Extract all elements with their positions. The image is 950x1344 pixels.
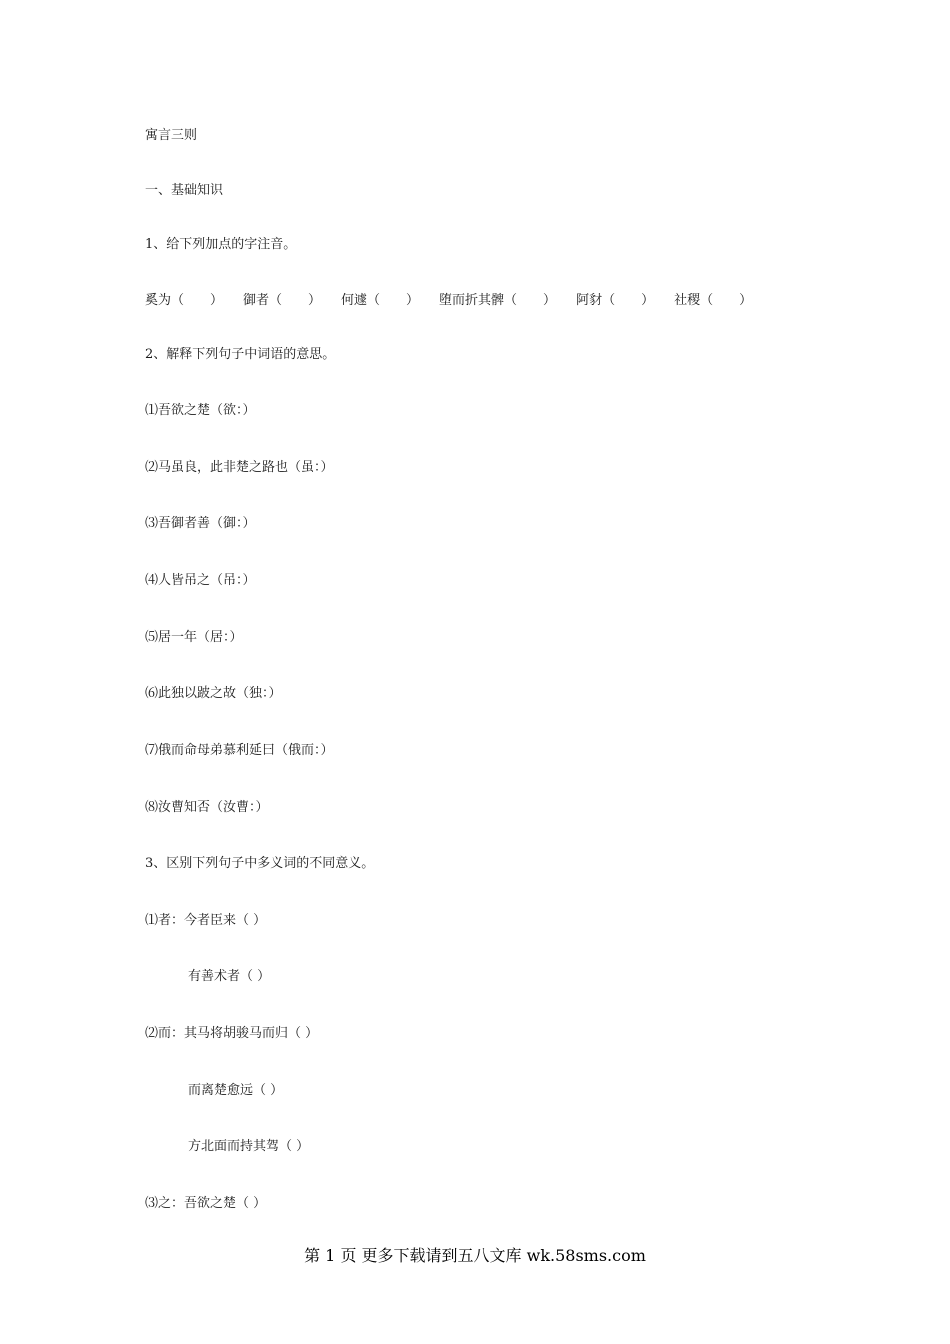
- pinyin-item: 何遽（ ）: [341, 293, 420, 308]
- section-heading-basics: 一、基础知识: [145, 183, 224, 198]
- question-3-line: ⑴者：今者臣来（ ）: [145, 913, 267, 928]
- question-3-line: 有善术者（ ）: [188, 969, 271, 984]
- pinyin-items-row: [145, 292, 772, 310]
- document-title: 寓言三则: [145, 128, 198, 143]
- question-2-item: ⑷人皆吊之（吊：）: [145, 573, 256, 588]
- question-3-line: 方北面而持其驾（ ）: [188, 1139, 310, 1154]
- question-2-item: ⑴吾欲之楚（欲：）: [145, 403, 256, 418]
- question-3-line: ⑵而：其马将胡骏马而归（ ）: [145, 1026, 319, 1041]
- question-2-item: ⑹此独以跛之故（独：）: [145, 686, 282, 701]
- question-2-item: ⑻汝曹知否（汝曹：）: [145, 800, 269, 815]
- page-footer: 第 1 页 更多下载请到五八文库 wk.58sms.com: [304, 1246, 646, 1265]
- question-3-line: 而离楚愈远（ ）: [188, 1083, 284, 1098]
- pinyin-item: 奚为（ ）: [145, 293, 224, 308]
- question-3-heading: 3、区别下列句子中多义词的不同意义。: [145, 856, 375, 871]
- pinyin-item: 堕而折其髀（ ）: [439, 293, 557, 308]
- question-2-item: ⑸居一年（居：）: [145, 630, 243, 645]
- pinyin-item: 社稷（ ）: [674, 293, 753, 308]
- question-2-heading: 2、解释下列句子中词语的意思。: [145, 347, 336, 362]
- question-2-item: ⑵马虽良，此非楚之路也（虽：）: [145, 460, 334, 475]
- question-3-line: ⑶之：吾欲之楚（ ）: [145, 1196, 267, 1211]
- question-2-item: ⑶吾御者善（御：）: [145, 516, 256, 531]
- question-2-item: ⑺俄而命母弟慕利延曰（俄而：）: [145, 743, 334, 758]
- pinyin-item: 阿豺（ ）: [576, 293, 655, 308]
- pinyin-item: 御者（ ）: [243, 293, 322, 308]
- question-1-heading: 1、给下列加点的字注音。: [145, 237, 297, 252]
